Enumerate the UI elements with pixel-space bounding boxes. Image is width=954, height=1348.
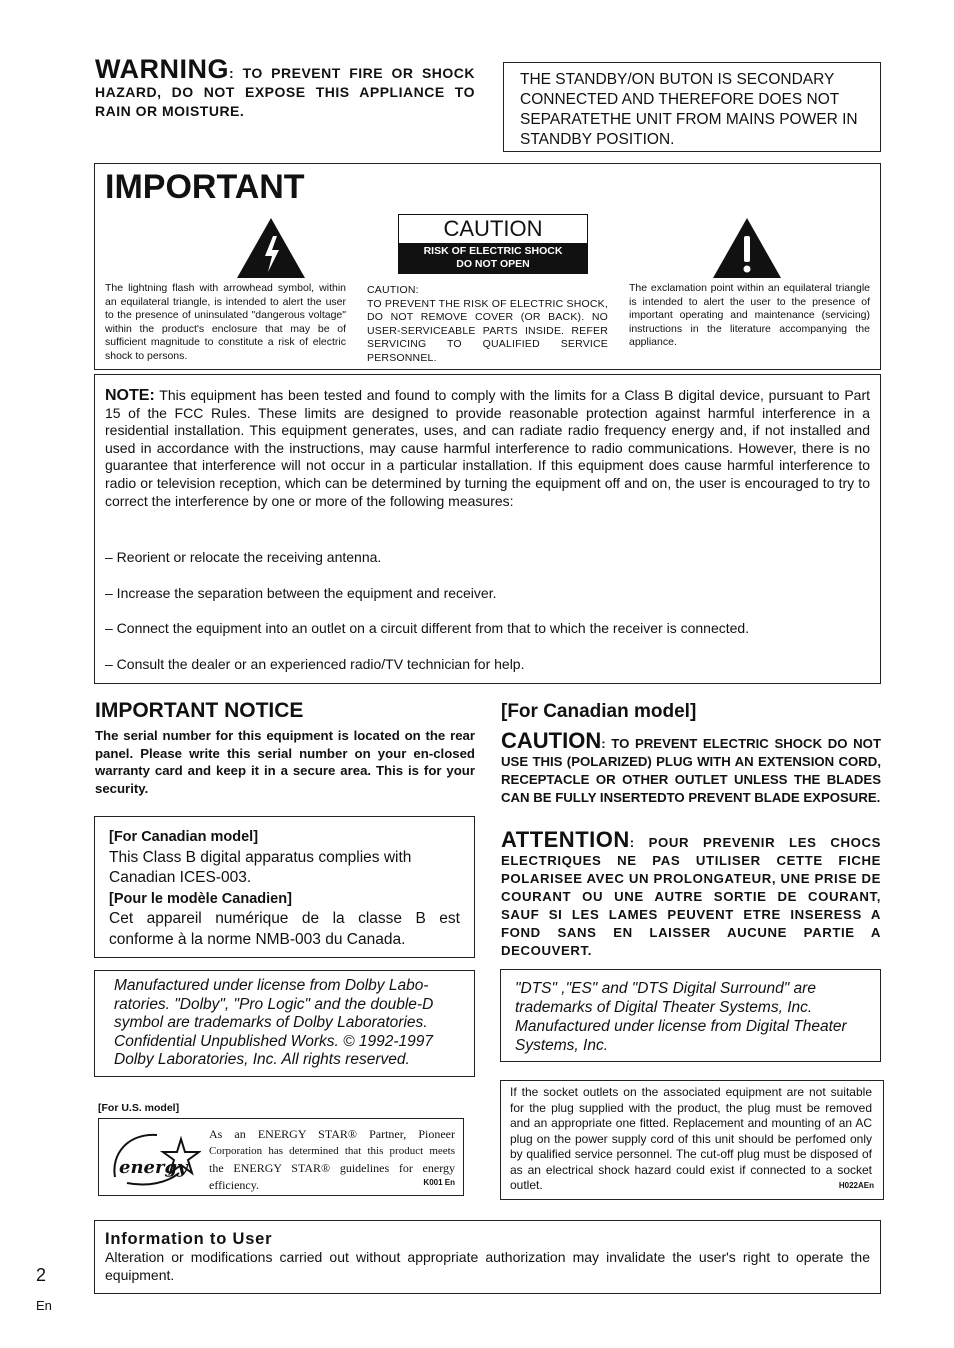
dolby-trademark-box bbox=[94, 970, 475, 1077]
canadian-caution-word: CAUTION bbox=[501, 728, 602, 753]
standby-notice-text: THE STANDBY/ON BUTON IS SECONDARY CONNECTED AND THEREFORE DOES NOT SEPARATETHE UNIT FROM MAINS POWER IN STANDBY POSITION. bbox=[520, 71, 858, 148]
energy-code: K001 En bbox=[423, 1178, 455, 1187]
measure-item: – Consult the dealer or an experienced radio/TV technician for help. bbox=[105, 656, 525, 672]
lightning-description: The lightning flash with arrowhead symbol, within an equilateral triangle, is intended to alert the user to the presence of uninsulated "dangerous voltage" within the product's enclosure that may be of sufficient magnitude to constitute a risk of electric shock to persons. bbox=[105, 282, 346, 362]
caution-sub-open: DO NOT OPEN bbox=[456, 258, 530, 270]
canadian-attention-word: ATTENTION bbox=[501, 827, 630, 852]
socket-code: H022AEn bbox=[838, 1181, 874, 1190]
fcc-note-paragraph bbox=[105, 387, 870, 510]
important-notice-text: The serial number for this equipment is located on the rear panel. Please write this serial number on your en-closed warranty card and keep it in a secure area. This is for your security. bbox=[95, 728, 475, 796]
caution-label-box bbox=[398, 214, 588, 274]
info-user-text: Alteration or modifications carried out without appropriate authorization may invalidate the user's right to operate the equipment. bbox=[105, 1249, 870, 1283]
socket-outlet-text: If the socket outlets on the associated equipment are not suitable for the plug supplied with the product, the plug must be removed and an appropriate one fitted. Replacement and mounting of an AC plug on the power supply cord of this unit should be perfomed only by qualified service personnel. The cut-off plug must be disposed of as an electrical shock hazard could exist if connected to a socket outlet. bbox=[510, 1085, 872, 1192]
canadian-text-en: This Class B digital apparatus complies with Canadian ICES-003. bbox=[109, 848, 412, 886]
caution-sub-risk: RISK OF ELECTRIC SHOCK bbox=[423, 245, 563, 257]
dts-trademark-box bbox=[500, 969, 881, 1062]
exclamation-warning-icon bbox=[711, 216, 783, 280]
canadian-right-title: [For Canadian model] bbox=[501, 701, 697, 722]
canadian-caution-block bbox=[501, 728, 881, 807]
page-number: 2 bbox=[36, 1265, 47, 1285]
energy-line4: efficiency. bbox=[209, 1178, 259, 1192]
exclamation-description: The exclamation point within an equilateral triangle is intended to alert the user to the presence of important operating and maintenance (servicing) instructions in the literature accompanying the appliance. bbox=[629, 282, 870, 348]
caution-description bbox=[367, 284, 608, 365]
canadian-head-fr: [Pour le modèle Canadien] bbox=[109, 890, 292, 907]
note-label: NOTE: bbox=[105, 387, 155, 404]
measure-item: – Connect the equipment into an outlet on a circuit different from that to which the receiver is connected. bbox=[105, 620, 750, 636]
caution-heading: CAUTION: bbox=[367, 284, 419, 296]
energy-star-text bbox=[209, 1126, 455, 1194]
important-box bbox=[94, 163, 881, 370]
lightning-warning-icon bbox=[235, 216, 307, 280]
page-language: En bbox=[36, 1298, 52, 1313]
energy-us-model-label: [For U.S. model] bbox=[98, 1102, 180, 1114]
canadian-compliance-box bbox=[94, 816, 475, 958]
canadian-attention-text: : POUR PREVENIR LES CHOCS ELECTRIQUES NE PAS UTILISER CETTE FICHE POLARISEE AVEC UN PROLONGATEUR, UNE PRISE DE COURANT OU UNE AUTRE SORTIE DE COURANT, SAUF SI LES LAMES PEUVENT ETRE INSERESS A FOND SANS EN LAISSER AUCUNE PARTIE A DECOUVERT. bbox=[501, 835, 881, 958]
warning-text: : TO PREVENT FIRE OR SHOCK HAZARD, DO NOT EXPOSE THIS APPLIANCE TO RAIN OR MOISTURE. bbox=[95, 65, 475, 119]
info-user-box bbox=[94, 1220, 881, 1294]
canadian-head-en: [For Canadian model] bbox=[109, 829, 259, 845]
measure-item: – Reorient or relocate the receiving antenna. bbox=[105, 549, 382, 565]
important-title: IMPORTANT bbox=[105, 168, 305, 206]
standby-notice-box bbox=[503, 62, 881, 152]
dts-trademark-text: "DTS" ,"ES" and "DTS Digital Surround" are trademarks of Digital Theater Systems, Inc. Manufactured under license from Digital Theater Systems, Inc. bbox=[515, 980, 847, 1054]
energy-star-box bbox=[98, 1118, 464, 1196]
energy-line1: As an ENERGY STAR® Partner, Pioneer bbox=[209, 1127, 455, 1141]
info-user-title: Information to User bbox=[105, 1230, 273, 1248]
caution-text: TO PREVENT THE RISK OF ELECTRIC SHOCK, DO NOT REMOVE COVER (OR BACK). NO USER-SERVICEABLE PARTS INSIDE. REFER SERVICING TO QUALIFIED SERVICE PERSONNEL. bbox=[367, 297, 608, 364]
fcc-note-box bbox=[94, 374, 881, 684]
warning-word: WARNING bbox=[95, 54, 229, 84]
note-text: This equipment has been tested and found to comply with the limits for a Class B digital device, pursuant to Part 15 of the FCC Rules. These limits are designed to provide reasonable protection against harmful interference in a residential installation. This equipment generates, uses, and can radiate radio frequency energy and, if not installed and used in accordance with the instructions, may cause harmful interference to radio communications. However, there is no guarantee that interference will not occur in a particular installation. If this equipment does cause harmful interference to radio or television reception, which can be determined by turning the equipment off and on, the user is encouraged to try to correct the interference by one or more of the following measures: bbox=[105, 387, 871, 509]
energy-line3: the ENERGY STAR® guidelines for energy bbox=[209, 1161, 455, 1175]
energy-logo-word: energy bbox=[119, 1157, 188, 1178]
canadian-caution-text: : TO PREVENT ELECTRIC SHOCK DO NOT USE THIS (POLARIZED) PLUG WITH AN EXTENSION CORD, RECEPTACLE OR OTHER OUTLET UNLESS THE BLADES CAN BE FULLY INSERTEDTO PREVENT BLADE EXPOSURE. bbox=[501, 736, 881, 805]
dolby-trademark-text: Manufactured under license from Dolby Labo-ratories. "Dolby", "Pro Logic" and the double-D symbol are trademarks of Dolby Laboratories. Confidential Unpublished Works. © 1992-1997 Dolby Laboratories, Inc. All rights reserved. bbox=[114, 977, 434, 1069]
caution-label: CAUTION bbox=[443, 216, 543, 241]
measure-item: – Increase the separation between the equipment and receiver. bbox=[105, 585, 497, 601]
canadian-text-fr: Cet appareil numérique de la classe B est conforme à la norme NMB-003 du Canada. bbox=[109, 910, 460, 948]
canadian-attention-block bbox=[501, 827, 881, 960]
warning-block bbox=[95, 54, 475, 121]
energy-star-logo bbox=[107, 1125, 201, 1189]
socket-outlet-box bbox=[500, 1080, 884, 1200]
energy-line2: Corporation has determined that this product meets bbox=[209, 1145, 455, 1157]
important-notice-title: IMPORTANT NOTICE bbox=[95, 699, 304, 722]
